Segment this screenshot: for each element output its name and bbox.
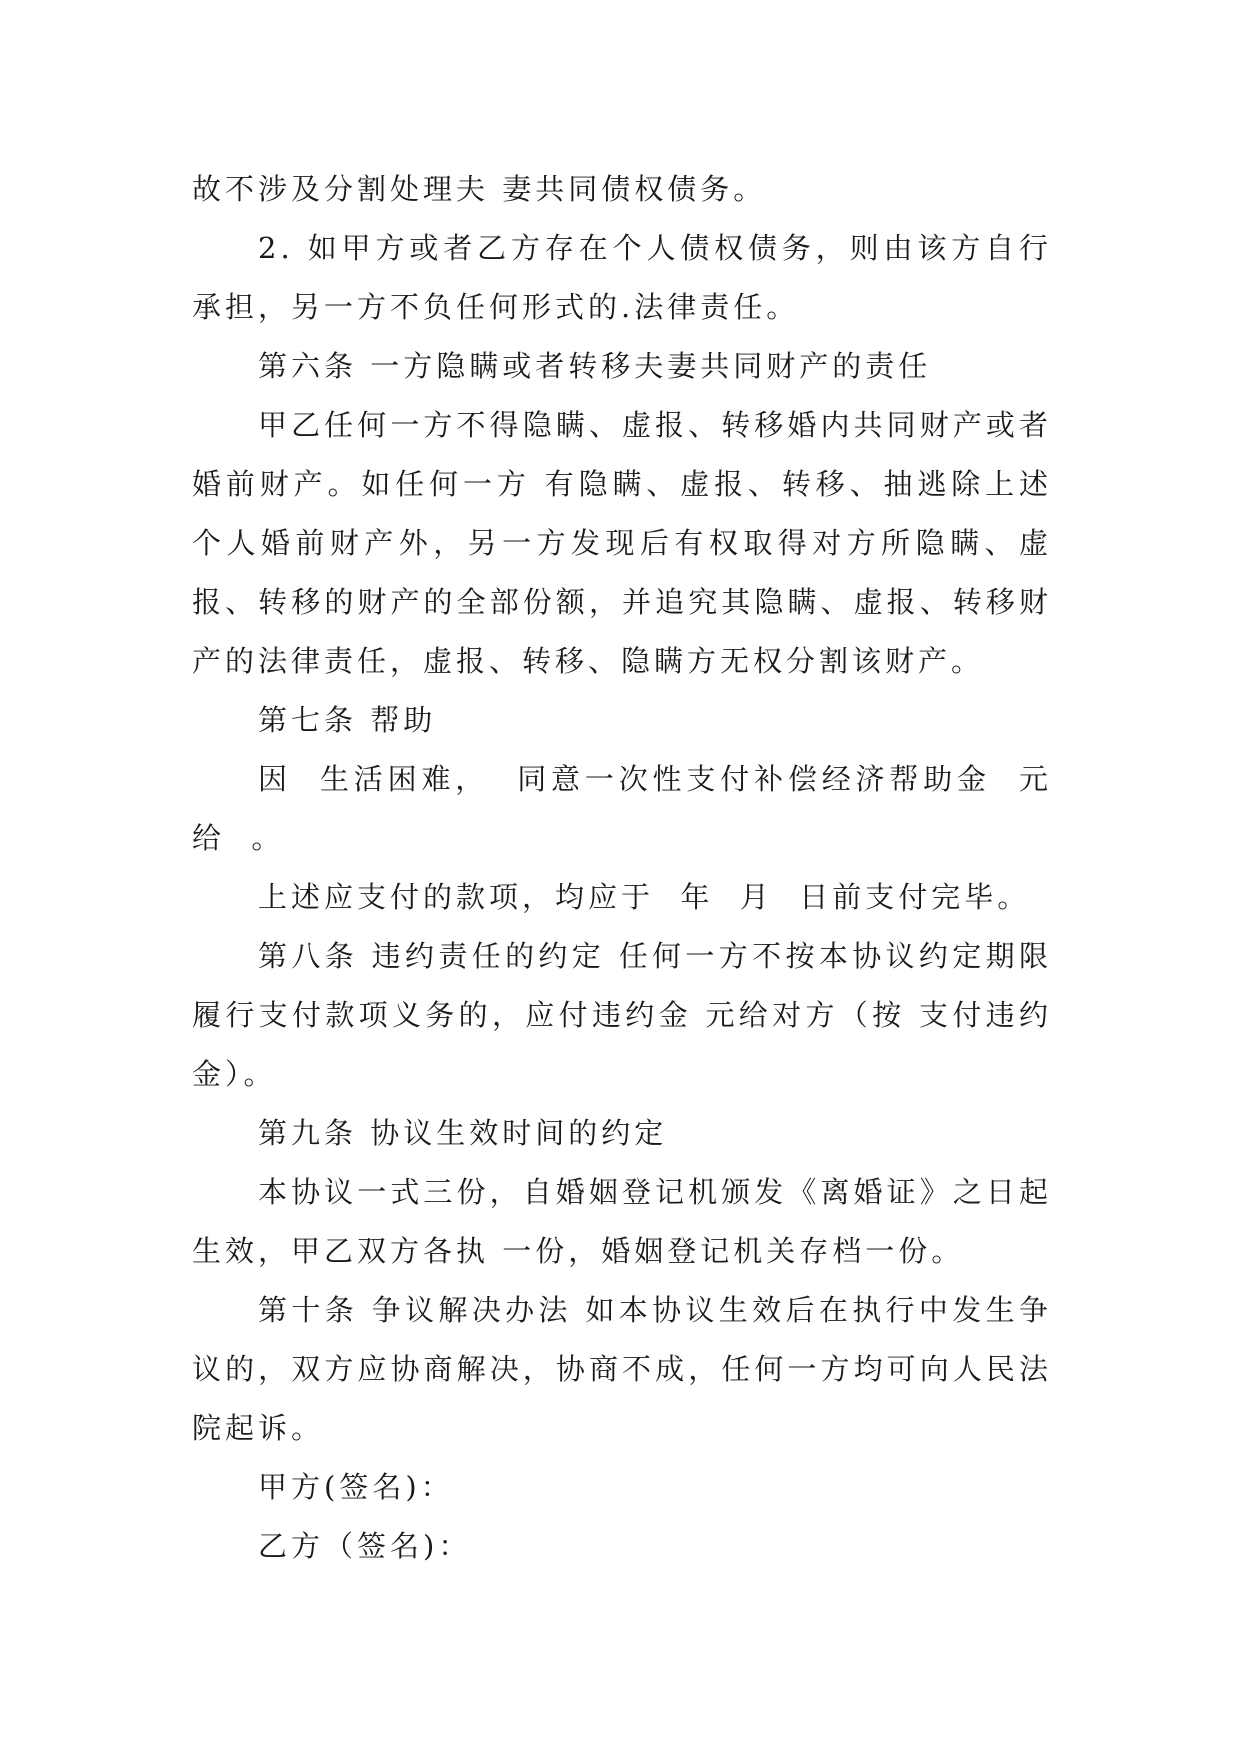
paragraph-debt-continuation: 故不涉及分割处理夫 妻共同债权债务。 xyxy=(192,172,767,206)
article-10-dispute: 第十条 争议解决办法 如本协议生效后在执行中发生争议的，双方应协商解决，协商不成，任何一方均可向人民法院起诉。 xyxy=(192,1293,1052,1445)
paragraph-effective-date: 本协议一式三份，自婚姻登记机颁发《离婚证》之日起生效，甲乙双方各执 一份，婚姻登记机关存档一份。 xyxy=(192,1175,1052,1268)
article-9-heading: 第九条 协议生效时间的约定 xyxy=(258,1116,668,1150)
signature-party-a: 甲方(签名)： xyxy=(258,1470,454,1504)
article-8-breach: 第八条 违约责任的约定 任何一方不按本协议约定期限履行支付款项义务的，应付违约金 元给对方（按 支付违约金）。 xyxy=(192,939,1052,1091)
document-body xyxy=(192,160,1052,1576)
paragraph-financial-help: 因 生活困难， 同意一次性支付补偿经济帮助金 元给 。 xyxy=(192,762,1052,855)
paragraph-concealment: 甲乙任何一方不得隐瞒、虚报、转移婚内共同财产或者婚前财产。如任何一方 有隐瞒、虚报、转移、抽逃除上述个人婚前财产外，另一方发现后有权取得对方所隐瞒、虚报、转移的财产的全部份额，并追究其隐瞒、虚报、转移财产的法律责任，虚报、转移、隐瞒方无权分割该财产。 xyxy=(192,408,1052,678)
paragraph-personal-debts: 2. 如甲方或者乙方存在个人债权债务，则由该方自行承担，另一方不负任何形式的.法律责任。 xyxy=(192,231,1052,324)
signature-party-b: 乙方（签名)： xyxy=(258,1529,472,1563)
article-7-heading: 第七条 帮助 xyxy=(258,703,437,737)
article-6-heading: 第六条 一方隐瞒或者转移夫妻共同财产的责任 xyxy=(258,349,932,383)
paragraph-payment-deadline: 上述应支付的款项，均应于 年 月 日前支付完毕。 xyxy=(258,880,1031,914)
